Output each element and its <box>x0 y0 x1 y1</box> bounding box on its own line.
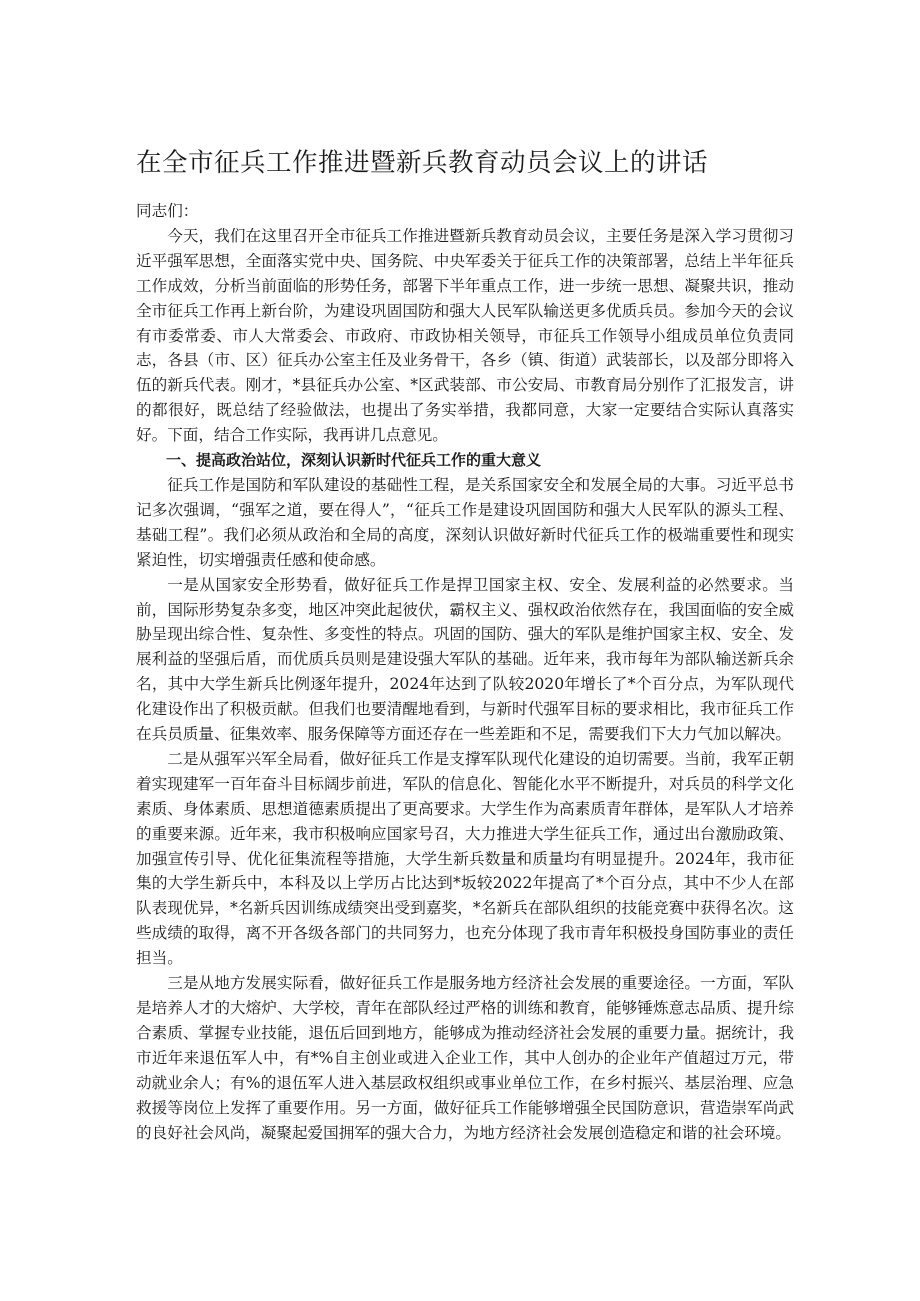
document-page <box>136 0 794 1145</box>
section-heading-1: 一、提高政治站位，深刻认识新时代征兵工作的重大意义 <box>166 451 542 470</box>
salutation: 同志们： <box>136 202 199 220</box>
paragraph-point-3: 三是从地方发展实际看，做好征兵工作是服务地方经济社会发展的重要途径。一方面，军队是培养人才的大熔炉、大学校，青年在部队经过严格的训练和教育，能够锤炼意志品质、提升综合素质、掌握专业技能，退伍后回到地方，能够成为推动经济社会发展的重要力量。据统计，我市近年来退伍军人中，有*%自主创业或进入企业工作，其中人创办的企业年产值超过万元，带动就业余人；有%的退伍军人进入基层政权组织或事业单位工作，在乡村振兴、基层治理、应急救援等岗位上发挥了重要作用。另一方面，做好征兵工作能够增强全民国防意识，营造崇军尚武的良好社会风尚，凝聚起爱国拥军的强大合力，为地方经济社会发展创造稳定和谐的社会环境。 <box>136 974 794 1142</box>
document-body <box>136 199 794 1145</box>
document-title: 在全市征兵工作推进暨新兵教育动员会议上的讲话 <box>136 148 709 178</box>
paragraph-point-1: 一是从国家安全形势看，做好征兵工作是捍卫国家主权、安全、发展利益的必然要求。当前，国际形势复杂多变，地区冲突此起彼伏，霸权主义、强权政治依然存在，我国面临的安全威胁呈现出综合性、复杂性、多变性的特点。巩固的国防、强大的军队是维护国家主权、安全、发展利益的坚强后盾，而优质兵员则是建设强大军队的基础。近年来，我市每年为部队输送新兵余名，其中大学生新兵比例逐年提升，2024年达到了队较2020年增长了*个百分点，为军队现代化建设作出了积极贡献。但我们也要清醒地看到，与新时代强军目标的要求相比，我市征兵工作在兵员质量、征集效率、服务保障等方面还存在一些差距和不足，需要我们下大力气加以解决。 <box>136 575 794 744</box>
paragraph-intro: 今天，我们在这里召开全市征兵工作推进暨新兵教育动员会议，主要任务是深入学习贯彻习近平强军思想，全面落实党中央、国务院、中央军委关于征兵工作的决策部署，总结上半年征兵工作成效，分析当前面临的形势任务，部署下半年重点工作，进一步统一思想、凝聚共识，推动全市征兵工作再上新台阶，为建设巩固国防和强大人民军队输送更多优质兵员。参加今天的会议有市委常委、市人大常委会、市政府、市政协相关领导，市征兵工作领导小组成员单位负责同志，各县（市、区）征兵办公室主任及业务骨干，各乡（镇、街道）武装部长，以及部分即将入伍的新兵代表。刚才，*县征兵办公室、*区武装部、市公安局、市教育局分别作了汇报发言，讲的都很好，既总结了经验做法，也提出了务实举措，我都同意，大家一定要结合实际认真落实好。下面，结合工作实际，我再讲几点意见。 <box>136 226 794 445</box>
paragraph-point-2: 二是从强军兴军全局看，做好征兵工作是支撑军队现代化建设的迫切需要。当前，我军正朝着实现建军一百年奋斗目标阔步前进，军队的信息化、智能化水平不断提升，对兵员的科学文化素质、身体素质、思想道德素质提出了更高要求。大学生作为高素质青年群体，是军队人才培养的重要来源。近年来，我市积极响应国家号召，大力推进大学生征兵工作，通过出台激励政策、加强宣传引导、优化征集流程等措施，大学生新兵数量和质量均有明显提升。2024年，我市征集的大学生新兵中，本科及以上学历占比达到*坂较2022年提高了*个百分点，其中不少人在部队表现优异，*名新兵因训练成绩突出受到嘉奖，*名新兵在部队组织的技能竞赛中获得名次。这些成绩的取得，离不开各级各部门的共同努力，也充分体现了我市青年积极投身国防事业的责任担当。 <box>136 749 794 968</box>
paragraph-section-1-overview: 征兵工作是国防和军队建设的基础性工程，是关系国家安全和发展全局的大事。习近平总书记多次强调，“强军之道，要在得人”，“征兵工作是建设巩固国防和强大人民军队的源头工程、基础工程”。我们必须从政治和全局的高度，深刻认识做好新时代征兵工作的极端重要性和现实紧迫性，切实增强责任感和使命感。 <box>136 475 794 569</box>
